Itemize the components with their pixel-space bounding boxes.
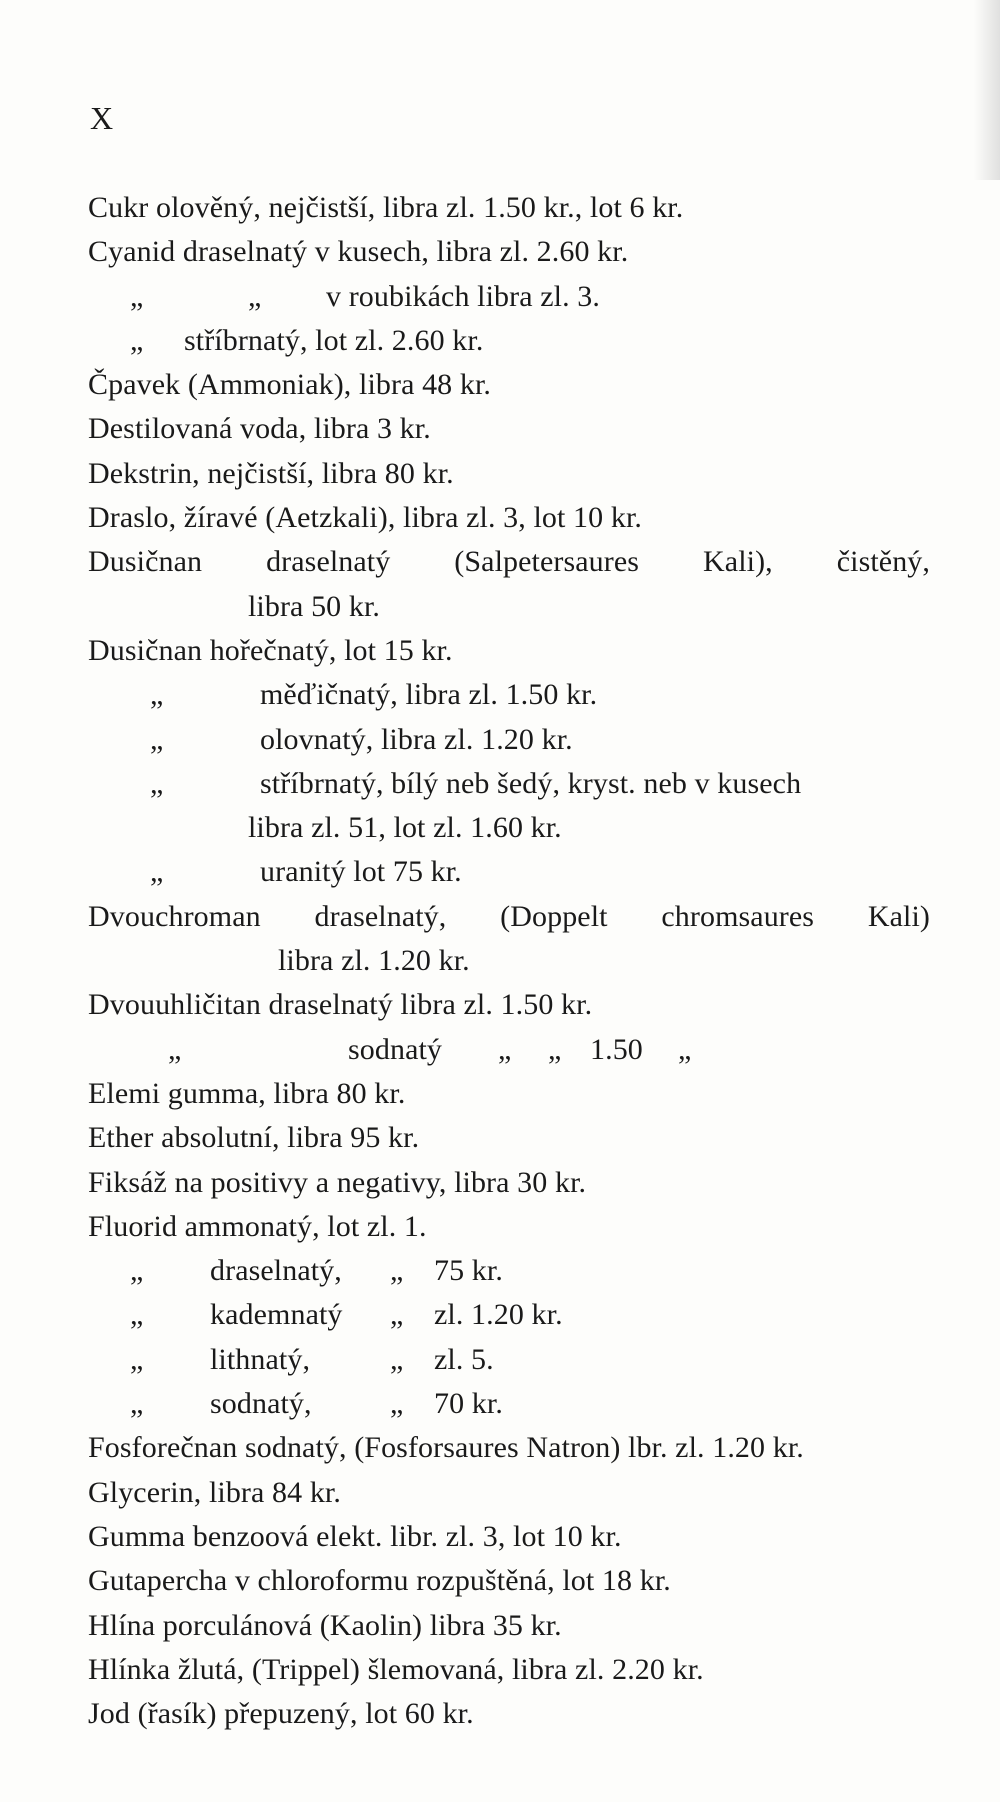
- ditto-mark: „: [390, 1298, 404, 1332]
- list-entry-continuation: libra zl. 51, lot zl. 1.60 kr.: [248, 811, 562, 845]
- entry-text: olovnatý, libra zl. 1.20 kr.: [260, 722, 573, 756]
- list-entry: Cyanid draselnatý v kusech, libra zl. 2.60 kr.: [88, 235, 629, 269]
- ditto-mark: „: [548, 1032, 562, 1066]
- list-entry: Hlína porculánová (Kaolin) libra 35 kr.: [88, 1608, 562, 1642]
- entry-word: chromsaures: [661, 899, 815, 933]
- entry-word: (Doppelt: [500, 899, 608, 933]
- entry-text: lithnatý,: [210, 1342, 311, 1376]
- ditto-mark: „: [678, 1032, 692, 1066]
- entry-word: Dvouchroman: [88, 899, 261, 933]
- ditto-mark: „: [130, 1342, 144, 1376]
- ditto-mark: „: [150, 678, 164, 712]
- ditto-mark: „: [130, 279, 144, 313]
- list-entry: Čpavek (Ammoniak), libra 48 kr.: [88, 368, 492, 402]
- entry-word: čistěný,: [836, 545, 930, 579]
- list-entry: [88, 1382, 938, 1426]
- entry-word: draselnatý,: [314, 899, 447, 933]
- list-entry: [88, 850, 938, 894]
- entry-word: Kali): [867, 899, 930, 933]
- ditto-mark: „: [150, 855, 164, 889]
- list-entry: Fiksáž na positivy a negativy, libra 30 kr.: [88, 1165, 587, 1199]
- entry-value: zl. 5.: [434, 1342, 494, 1376]
- list-entry-continuation: libra zl. 1.20 kr.: [278, 944, 470, 978]
- list-entry: Destilovaná voda, libra 3 kr.: [88, 412, 431, 446]
- list-entry: Gumma benzoová elekt. libr. zl. 3, lot 10 kr.: [88, 1519, 622, 1553]
- list-entry: [88, 1028, 938, 1072]
- list-entry: [88, 1249, 938, 1293]
- entry-text: sodnatý: [348, 1032, 443, 1066]
- ditto-mark: „: [390, 1387, 404, 1421]
- ditto-mark: „: [130, 1254, 144, 1288]
- entry-text: stříbrnatý, bílý neb šedý, kryst. neb v kusech: [260, 766, 802, 800]
- list-entry-continuation: libra 50 kr.: [248, 589, 381, 623]
- ditto-mark: „: [130, 1387, 144, 1421]
- list-entry: Gutapercha v chloroformu rozpuštěná, lot 18 kr.: [88, 1564, 671, 1598]
- list-entry: [88, 319, 938, 363]
- entry-value: 1.50: [590, 1032, 643, 1066]
- list-entry: Cukr olověný, nejčistší, libra zl. 1.50 kr., lot 6 kr.: [88, 191, 684, 224]
- entry-value: 75 kr.: [434, 1254, 503, 1288]
- list-entry: [88, 718, 938, 762]
- ditto-mark: „: [168, 1032, 182, 1066]
- ditto-mark: „: [130, 323, 144, 357]
- list-entry: Dvouuhličitan draselnatý libra zl. 1.50 kr.: [88, 988, 593, 1022]
- entry-word: Kali),: [703, 545, 773, 579]
- entry-word: draselnatý: [266, 545, 391, 579]
- list-entry: [88, 895, 930, 939]
- list-entry: Dekstrin, nejčistší, libra 80 kr.: [88, 456, 454, 490]
- ditto-mark: „: [390, 1254, 404, 1288]
- entry-value: zl. 1.20 kr.: [434, 1298, 563, 1332]
- list-entry: [88, 540, 930, 584]
- list-entry: Jod (řasík) přepuzený, lot 60 kr.: [88, 1697, 474, 1731]
- ditto-mark: „: [248, 279, 262, 313]
- list-entry: Ether absolutní, libra 95 kr.: [88, 1121, 420, 1155]
- list-entry: [88, 1293, 938, 1337]
- list-entry: Draslo, žíravé (Aetzkali), libra zl. 3, lot 10 kr.: [88, 501, 642, 535]
- ditto-mark: „: [150, 766, 164, 800]
- list-entry: Fluorid ammonatý, lot zl. 1.: [88, 1209, 427, 1243]
- entry-text: stříbrnatý, lot zl. 2.60 kr.: [184, 323, 484, 357]
- entry-word: (Salpetersaures: [454, 545, 640, 579]
- entry-word: Dusičnan: [88, 545, 203, 579]
- list-entry: [88, 1338, 938, 1382]
- page-number: X: [90, 100, 114, 136]
- entry-text: uranitý lot 75 kr.: [260, 855, 462, 889]
- price-list: [88, 186, 938, 1736]
- list-entry: Dusičnan hořečnatý, lot 15 kr.: [88, 633, 453, 667]
- entry-text: měďičnatý, libra zl. 1.50 kr.: [260, 678, 598, 712]
- ditto-mark: „: [130, 1298, 144, 1332]
- entry-value: 70 kr.: [434, 1387, 503, 1421]
- ditto-mark: „: [150, 722, 164, 756]
- list-entry: [88, 762, 938, 806]
- entry-text: kademnatý: [210, 1298, 343, 1332]
- list-entry: [88, 673, 938, 717]
- list-entry: Fosforečnan sodnatý, (Fosforsaures Natron) lbr. zl. 1.20 kr.: [88, 1431, 804, 1465]
- ditto-mark: „: [498, 1032, 512, 1066]
- entry-text: v roubikách libra zl. 3.: [326, 279, 600, 313]
- entry-text: draselnatý,: [210, 1254, 342, 1288]
- entry-text: sodnatý,: [210, 1387, 312, 1421]
- list-entry: Glycerin, libra 84 kr.: [88, 1475, 341, 1509]
- list-entry: [88, 275, 938, 319]
- list-entry: Elemi gumma, libra 80 kr.: [88, 1076, 406, 1110]
- ditto-mark: „: [390, 1342, 404, 1376]
- scan-edge-shadow: [974, 0, 1000, 180]
- list-entry: Hlínka žlutá, (Trippel) šlemovaná, libra zl. 2.20 kr.: [88, 1652, 704, 1686]
